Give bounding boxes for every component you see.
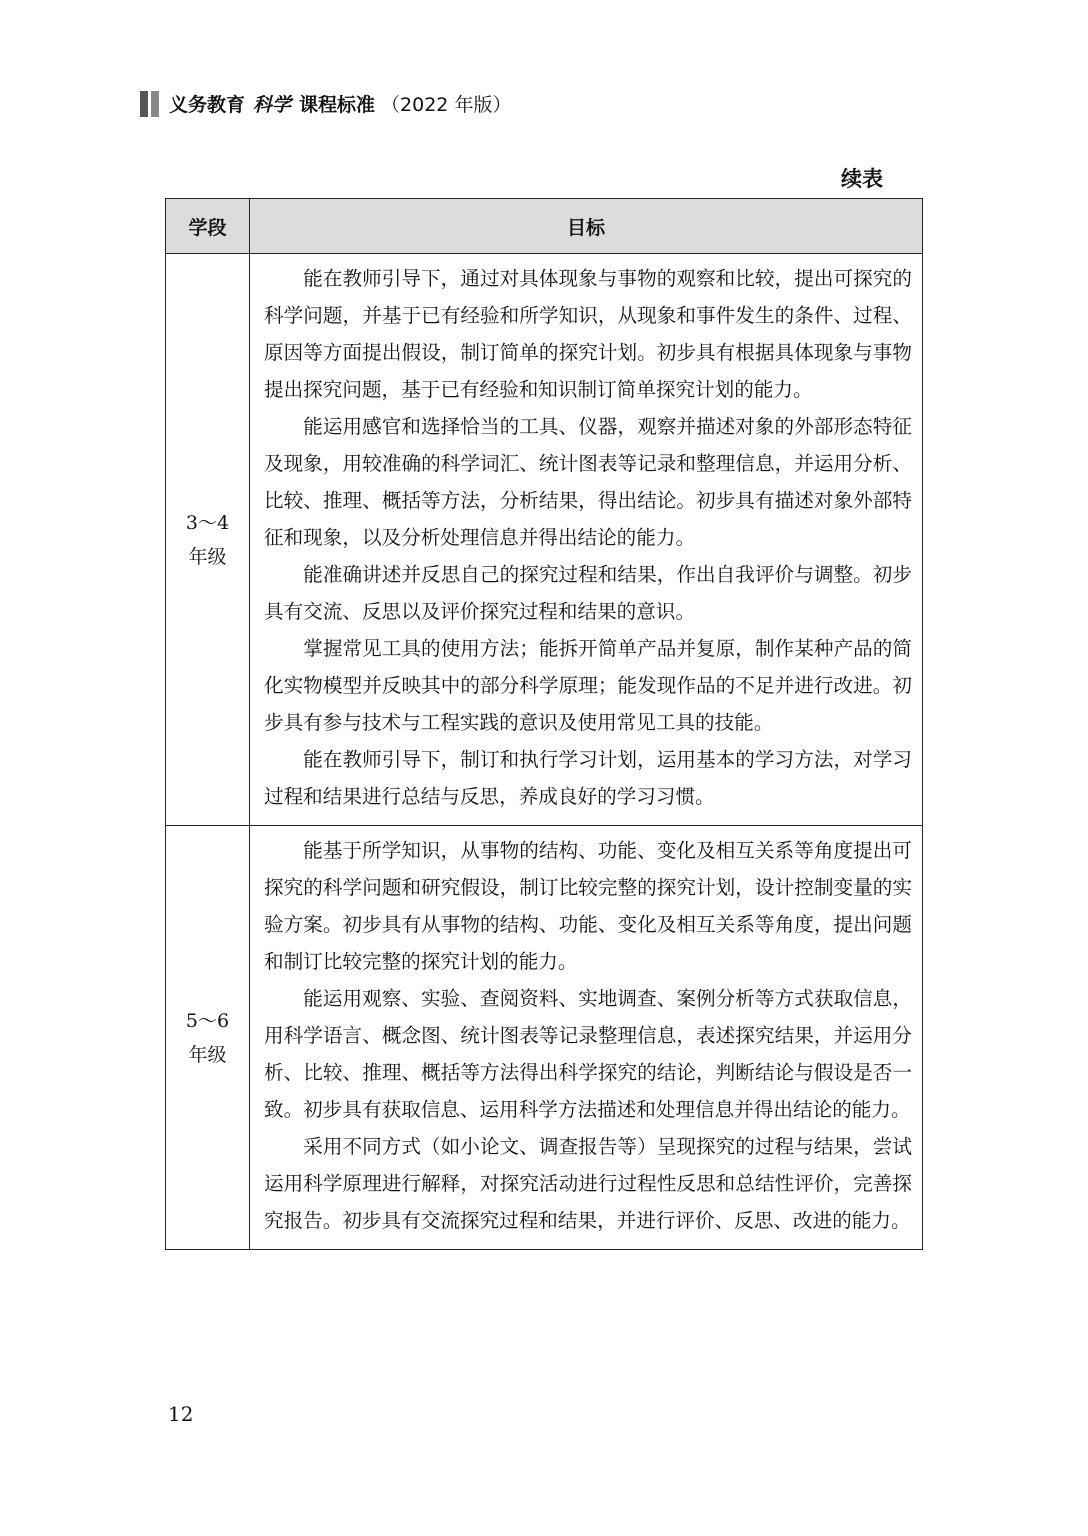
running-header <box>140 90 511 117</box>
goal-paragraph: 能在教师引导下，制订和执行学习计划，运用基本的学习方法，对学习过程和结果进行总结与反思，养成良好的学习习惯。 <box>264 748 912 808</box>
stage-cell <box>166 254 250 826</box>
stage-range: 3～4 <box>185 511 230 534</box>
continued-label: 续表 <box>841 167 883 191</box>
header-stage: 学段 <box>166 199 250 254</box>
table-row <box>166 826 923 1250</box>
header-bar <box>140 91 148 117</box>
table-header-row <box>166 199 923 254</box>
goals-cell <box>250 254 923 826</box>
goal-paragraph: 采用不同方式（如小论文、调查报告等）呈现探究的过程与结果，尝试运用科学原理进行解释，对探究活动进行过程性反思和总结性评价，完善探究报告。初步具有交流探究过程和结果，并进行评价、反思、改进的能力。 <box>264 1135 912 1232</box>
header-title: 课程标准 <box>299 94 376 116</box>
stage-unit: 年级 <box>188 545 227 568</box>
header-edition: （2022 年版） <box>381 94 512 116</box>
goal-paragraph: 能基于所学知识，从事物的结构、功能、变化及相互关系等角度提出可探究的科学问题和研究假设，制订比较完整的探究计划，设计控制变量的实验方案。初步具有从事物的结构、功能、变化及相互关系等角度，提出问题和制订比较完整的探究计划的能力。 <box>264 839 912 973</box>
stage-range: 5～6 <box>185 1009 230 1032</box>
header-subject: 科学 <box>253 94 292 116</box>
goal-paragraph: 能运用观察、实验、查阅资料、实地调查、案例分析等方式获取信息，用科学语言、概念图、统计图表等记录整理信息，表述探究结果，并运用分析、比较、推理、概括等方法得出科学探究的结论，判断结论与假设是否一致。初步具有获取信息、运用科学方法描述和处理信息并得出结论的能力。 <box>264 987 912 1121</box>
goals-cell <box>250 826 923 1250</box>
page-number: 12 <box>168 1402 194 1426</box>
header-bar <box>151 91 159 117</box>
goal-paragraph: 能准确讲述并反思自己的探究过程和结果，作出自我评价与调整。初步具有交流、反思以及评价探究过程和结果的意识。 <box>264 563 912 623</box>
stage-cell <box>166 826 250 1250</box>
goal-paragraph: 能运用感官和选择恰当的工具、仪器，观察并描述对象的外部形态特征及现象，用较准确的科学词汇、统计图表等记录和整理信息，并运用分析、比较、推理、概括等方法，分析结果，得出结论。初步具有描述对象外部特征和现象，以及分析处理信息并得出结论的能力。 <box>264 415 912 549</box>
goal-paragraph: 掌握常见工具的使用方法；能拆开简单产品并复原，制作某种产品的简化实物模型并反映其中的部分科学原理；能发现作品的不足并进行改进。初步具有参与技术与工程实践的意识及使用常见工具的技能。 <box>264 637 912 734</box>
goals-table <box>165 198 923 1250</box>
header-bars-icon <box>140 91 159 117</box>
table-row <box>166 254 923 826</box>
header-series: 义务教育 <box>169 94 246 116</box>
stage-unit: 年级 <box>188 1043 227 1066</box>
header-goals: 目标 <box>250 199 923 254</box>
goal-paragraph: 能在教师引导下，通过对具体现象与事物的观察和比较，提出可探究的科学问题，并基于已有经验和所学知识，从现象和事件发生的条件、过程、原因等方面提出假设，制订简单的探究计划。初步具有根据具体现象与事物提出探究问题，基于已有经验和知识制订简单探究计划的能力。 <box>264 267 912 401</box>
